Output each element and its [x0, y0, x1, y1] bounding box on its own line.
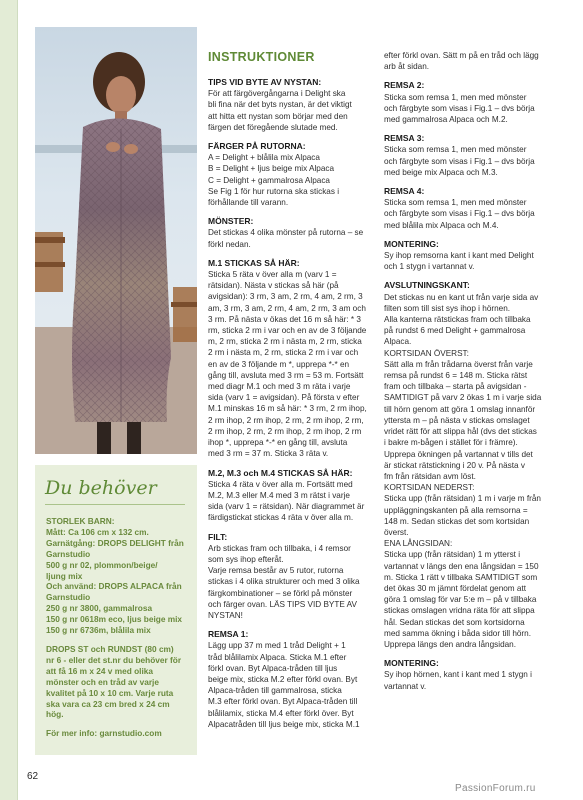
instruction-section [208, 77, 373, 133]
instructions-column-1 [208, 77, 373, 730]
text-line: det ökas 30 m jämnt fördelat genom att [384, 583, 526, 593]
materials-title-rule [45, 504, 185, 505]
page-number: 62 [27, 771, 39, 782]
text-line: med beige mix Alpaca och M.3. [384, 167, 498, 177]
intro-paragraph [384, 50, 559, 72]
text-line: avigsidan): 3 rm, 3 am, 2 rm, 4 am, 2 rm, 3 [208, 292, 363, 302]
text-line: Och använd: DROPS ALPACA från [46, 581, 182, 592]
materials-list [46, 527, 194, 636]
text-line: uppläggningskanten på alla remsorna = [384, 505, 528, 515]
instruction-section [384, 186, 559, 231]
text-line: stickas i 4 olika strukturer och med 3 olika [208, 577, 360, 587]
text-line: M.3 efter förkl ovan. Byt Alpaca-tråden till [208, 697, 358, 707]
section-heading: MÖNSTER: [208, 216, 254, 227]
text-line: fm från rätsidan avm löst. [384, 471, 476, 481]
text-line: yttersta m – på nästa v stickas omslaget [384, 415, 530, 425]
left-margin-rule [17, 0, 18, 800]
text-line: Garnstudio [46, 548, 91, 559]
text-line: ihop *, upprepa *-* en gång till, avsluta [208, 438, 348, 448]
section-heading: M.1 STICKAS SÅ HÄR: [208, 257, 300, 268]
size-heading: STORLEK BARN: [46, 516, 115, 526]
text-line: ENA LÅNGSIDAN: [384, 539, 453, 549]
section-heading: REMSA 1: [208, 629, 249, 640]
section-heading: REMSA 2: [384, 80, 425, 91]
text-line: blålilamix, sticka M.4 efter förkl över. Byt [208, 708, 354, 718]
text-line: 2 rm ihop, 2 rm, 2 rm ihop, 2 rm ihop, 2 rm [208, 426, 362, 436]
instruction-section [208, 468, 373, 524]
text-line: Sticka 4 räta v över alla m. Fortsätt med [208, 479, 353, 489]
text-line: och färger ovan. LÄS TIPS VID BYTE AV [208, 599, 357, 609]
text-line: M.2, M.3 eller M.4 med 3 m rätst i varje [208, 490, 350, 500]
section-heading: REMSA 3: [384, 133, 425, 144]
text-line: vartannat v längs den ena långsidan = 150 [384, 561, 539, 571]
text-line: en av de 3 följande m *, upprepa *-* en [208, 359, 350, 369]
text-line: 150 g nr 0618m eco, ljus beige mix [46, 614, 183, 625]
instruction-section [208, 258, 373, 460]
text-line: stickas omslagen vridna räta för att slippa [384, 606, 535, 616]
text-line: att hitta ett nystan som börjar med den [208, 111, 348, 121]
text-line: som sys ihop efteråt. [208, 554, 284, 564]
text-line: Mått: Ca 106 cm x 132 cm. [46, 526, 149, 537]
text-line: Lägg upp 37 m med 1 tråd Delight + 1 [208, 641, 346, 651]
text-line: Sticka upp (från rätsidan) 1 m i varje m från [384, 494, 541, 504]
instruction-section [384, 80, 559, 125]
text-line: kvalitet på 10 x 10 cm. Varje ruta [46, 687, 174, 698]
text-line: vridet rätt för att slippa hål (dvs det stickas [384, 427, 537, 437]
text-line: Alpaca. [384, 337, 412, 347]
text-line: med blålila mix Alpaca och M.4. [384, 220, 499, 230]
text-line: förkl ovan. Byt Alpaca-tråden till ljus [208, 663, 338, 673]
text-line: ljung mix [46, 570, 83, 581]
text-line: Sticka som remsa 1, men med mönster [384, 198, 527, 208]
instructions-title: INSTRUKTIONER [208, 50, 315, 64]
left-margin-strip [0, 0, 17, 800]
text-line: till hörn genom att göra 1 omslag innanför [384, 404, 536, 414]
text-line: Alpaca-tråden till gammalrosa, sticka [208, 686, 342, 696]
text-line: Sy ihop hörnen, kant i kant med 1 stygn i [384, 670, 532, 680]
text-line: B = Delight + ljus beige mix Alpaca [208, 164, 335, 174]
text-line: Sticka 5 räta v över alla m (varv 1 = [208, 270, 337, 280]
text-line: M.1 minskas 16 m så här: * 3 rm, 2 rm ihop, [208, 404, 367, 414]
text-line: m. Sticka 1 rätt v tillbaka SAMTIDIGT som [384, 572, 538, 582]
instruction-section [384, 239, 559, 273]
text-line: beige mix, sticka M.2 efter förkl ovan. Byt [208, 674, 358, 684]
text-line: Sticka som remsa 1, men med mönster [384, 92, 527, 102]
text-line: hög. [46, 709, 64, 720]
text-line: med diagr M.1 och med 3 m räta i varje [208, 382, 351, 392]
instruction-section [384, 280, 559, 650]
text-line: arb åt sidan. [384, 62, 430, 72]
text-line: DROPS ST och RUNDST (80 cm) [46, 643, 174, 654]
text-line: 3 rm. På nästa v ökas det 16 m så här: * 3 [208, 314, 361, 324]
text-line: 150 g nr 6736m, blålila mix [46, 625, 151, 636]
instruction-section [208, 216, 373, 250]
text-line: am, 3 rm, 3 am, 2 rm, 4 am, 2 rm, 3 am och [208, 303, 366, 313]
text-line: och färgbyte som visas i Fig.1 – dvs börja [384, 209, 535, 219]
text-line: Arb stickas fram och tillbaka, i 4 remsor [208, 543, 351, 553]
text-line: 148 m. Sedan stickas det som kortsidan [384, 516, 530, 526]
section-heading: M.2, M.3 och M.4 STICKAS SÅ HÄR: [208, 467, 353, 478]
text-line: med gammalrosa Alpaca och M.2. [384, 115, 508, 125]
text-line: färgen det föregående slutade med. [208, 122, 338, 132]
text-line: 2 rm i nästa m, 2 rm, sticka 2 rm i var och [208, 348, 359, 358]
text-line: Sätt alla m från trådarna överst från varje [384, 359, 533, 369]
text-line: rm, sticka 2 rm i var och en av de 3 följande [208, 326, 367, 336]
text-line: färdigstickat stickas 4 räta v över alla m. [208, 513, 354, 523]
text-line: För att färgövergångarna i Delight ska [208, 89, 346, 99]
text-line: 2 rm ihop, 2 rm ihop, 2 rm, 2 rm ihop, 2 rm, [208, 415, 364, 425]
woman-in-knitted-blanket-photo [35, 27, 197, 454]
text-line: och färgbyte som visas i Fig.1 – dvs börja [384, 156, 535, 166]
instruction-section [208, 629, 373, 730]
text-line: gång till, avsluta med 3 rm = 53 m. Fortsätt [208, 370, 364, 380]
text-line: fram och tillbaka – starta på avigsidan - [384, 382, 527, 392]
text-line: Varje remsa består av 5 rutor, rutorna [208, 566, 344, 576]
text-line: Sticka upp (från rätsidan) 1 m ytterst i [384, 550, 521, 560]
text-line: Garnätgång: DROPS DELIGHT från [46, 537, 184, 548]
text-line: C = Delight + gammalrosa Alpaca [208, 175, 330, 185]
text-line: KORTSIDAN ÖVERST: [384, 348, 469, 358]
text-line: i bakre m-bågen i stället för i främre). [384, 438, 518, 448]
text-line: mönster och en tråd av varje [46, 676, 159, 687]
text-line: tråd blålilamix Alpaca. Sticka M.1 efter [208, 652, 347, 662]
text-line: på rundst 6 med Delight + gammalrosa [384, 326, 526, 336]
section-heading: TIPS VID BYTE AV NYSTAN: [208, 77, 322, 87]
text-line: ska vara ca 23 cm bred x 24 cm [46, 698, 170, 709]
text-line: filten som till sist sys ihop i hörnen. [384, 303, 511, 313]
instructions-column-2 [384, 50, 559, 692]
instruction-section [208, 532, 373, 622]
text-line: och färgbyte som visas i Fig.1 – dvs börja [384, 103, 535, 113]
text-line: Det stickas 4 olika mönster på rutorna – se [208, 228, 364, 238]
text-line: Upprepa ökningen på vartannat v tills det [384, 449, 533, 459]
text-line: m, 2 rm, sticka 2 rm i nästa m, 2 rm, sticka [208, 337, 362, 347]
text-line: vartannat v. [384, 681, 427, 691]
materials-text [46, 516, 194, 739]
text-line: Alpacatråden till ljus beige mix, sticka M.1 [208, 719, 360, 729]
text-line: att få 16 m x 24 v med olika [46, 665, 153, 676]
materials-title: Du behöver [45, 477, 157, 499]
text-line: bli fina när det byts nystan, är det viktigt [208, 100, 352, 110]
text-line: NYSTAN! [208, 610, 243, 620]
text-line: färgkombinationer – se förkl på mönster [208, 588, 353, 598]
text-line: Garnstudio [46, 592, 91, 603]
instruction-section [384, 133, 559, 178]
instruction-section [384, 658, 559, 692]
text-line: 500 g nr 02, plommon/beige/ [46, 559, 158, 570]
text-line: efter förkl ovan. Sätt m på en tråd och lägg [384, 51, 539, 60]
text-line: Sticka som remsa 1, men med mönster [384, 145, 527, 155]
section-heading: FILT: [208, 531, 228, 542]
text-line: Se Fig 1 för hur rutorna ska stickas i [208, 186, 340, 196]
section-heading: REMSA 4: [384, 186, 425, 197]
text-line: och 1 stygn i vartannat v. [384, 262, 475, 272]
text-line: göra 1 omslag för var 5:e m – på v tillbaka [384, 595, 537, 605]
text-line: remsa på rundst 6 = 148 m. Sticka rätst [384, 371, 528, 381]
section-heading: AVSLUTNINGSKANT: [384, 280, 470, 291]
text-line: med samma ökning i båda sidor till hörn. [384, 628, 531, 638]
text-line: med 3 rm = 37 m. Sticka 3 räta v. [208, 449, 329, 459]
text-line: förhållande till varann. [208, 198, 289, 208]
text-line: A = Delight + blålila mix Alpaca [208, 153, 320, 163]
text-line: sida (varv 1 = rätsidan). När diagrammet är [208, 502, 365, 512]
text-line: är stickat rätstickning i 20 v. På nästa v [384, 460, 525, 470]
text-line: KORTSIDAN NEDERST: [384, 483, 475, 493]
text-line: hål. Sedan stickas det som kortsidorna [384, 617, 525, 627]
instruction-section [208, 141, 373, 208]
text-line: överst. [384, 527, 409, 537]
text-line: SAMTIDIGT på varv 2 ökas 1 m i varje sida [384, 393, 542, 403]
section-heading: MONTERING: [384, 658, 439, 669]
text-line: Alla kanterna rätstickas fram och tillbaka [384, 315, 531, 325]
text-line: rätsidan). Nästa v stickas så här (på [208, 281, 339, 291]
section-heading: FÄRGER PÅ RUTORNA: [208, 141, 306, 152]
text-line: sida (varv 1 = avigsidan). På första v efter [208, 393, 360, 403]
text-line: Det stickas nu en kant ut från varje sida av [384, 292, 539, 302]
text-line: Upprepa längs den andra långsidan. [384, 639, 517, 649]
watermark: PassionForum.ru [455, 783, 536, 794]
text-line: förkl nedan. [208, 239, 251, 249]
needles-gauge-text [46, 644, 194, 720]
text-line: Sy ihop remsorna kant i kant med Delight [384, 251, 534, 261]
more-info-link[interactable]: För mer info: garnstudio.com [46, 728, 162, 739]
text-line: 250 g nr 3800, gammalrosa [46, 603, 153, 614]
text-line: nr 6 - eller det st.nr du behöver för [46, 654, 182, 665]
section-heading: MONTERING: [384, 238, 439, 249]
